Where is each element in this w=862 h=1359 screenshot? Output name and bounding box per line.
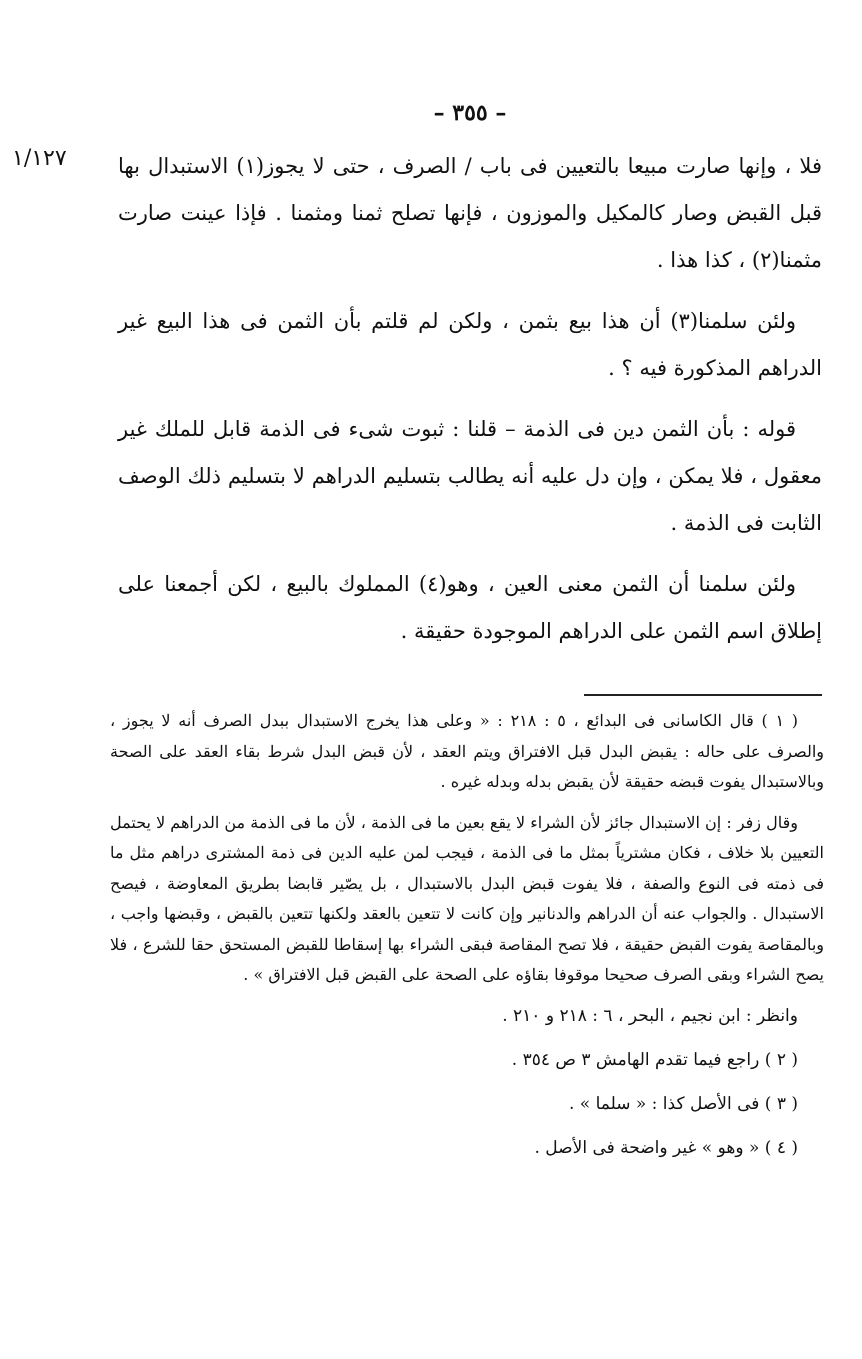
main-paragraph-3: قوله : بأن الثمن دين فى الذمة – قلنا : ثبوت شىء فى الذمة قابل للملك غير معقول ، فلا يمكن ، وإن دل عليه أنه يطالب بتسليم الدراهم لا بتسليم ذلك الوصف الثابت فى الذمة . bbox=[118, 417, 822, 535]
footnote-1-see-also: وانظر : ابن نجيم ، البحر ، ٦ : ٢١٨ و ٢١٠ . bbox=[502, 1005, 798, 1026]
main-paragraph-1: فلا ، وإنها صارت مبيعا بالتعيين فى باب / الصرف ، حتى لا يجوز(١) الاستبدال بها قبل القبض وصار كالمكيل والموزون ، فإنها تصلح ثمنا ومثمنا . فإذا عينت صارت مثمنا(٢) ، كذا هذا . bbox=[118, 154, 822, 272]
footnote-1-continued: وقال زفر : إن الاستبدال جائز لأن الشراء لا يقع بعين ما فى الذمة ، لأن ما فى الذمة من الدراهم لا يحتمل التعيين بلا خلاف ، فكان مشترياً بمثل ما فى الذمة ، فيجب لمن عليه الدين فى ذمة المشترى دراهم مثل ما فى ذمته فى النوع والصفة ، فلا يفوت قبض البدل بالاستبدال ، بل يصّير قابضا بطريق المعاوضة ، فيصح الاستبدال . والجواب عنه أن الدراهم والدنانير وإن كانت لا تتعين بالعقد ولكنها تتعين بالقبض ، وقبضها واجب ، وبالمقاصة يفوت القبض حقيقة ، فلا تصح المقاصة فبقى الشراء بها إسقاطا للقبض المستحق حقا للشرع ، فلا يصح الشراء وبقى الصرف صحيحا موقوفا بقاؤه على الصحة على القبض قبل الافتراق » . bbox=[110, 812, 824, 984]
footnote-3: ( ٣ ) فى الأصل كذا : « سلما » . bbox=[568, 1093, 798, 1114]
footnote-4: ( ٤ ) « وهو » غير واضحة فى الأصل . bbox=[534, 1137, 798, 1158]
main-text bbox=[118, 143, 822, 669]
main-paragraph-2: ولئن سلمنا(٣) أن هذا بيع بثمن ، ولكن لم قلتم بأن الثمن فى هذا البيع غير الدراهم المذكورة فيه ؟ . bbox=[118, 309, 822, 380]
footnote-separator bbox=[584, 694, 822, 696]
footnote-2: ( ٢ ) راجع فيما تقدم الهامش ٣ ص ٣٥٤ . bbox=[511, 1049, 798, 1070]
margin-folio-reference: ١/١٢٧ bbox=[12, 146, 67, 171]
page-number: – ٣٥٥ – bbox=[433, 100, 507, 126]
footnote-1: ( ١ ) قال الكاسانى فى البدائع ، ٥ : ٢١٨ : « وعلى هذا يخرج الاستبدال ببدل الصرف أنه لا يجوز ، والصرف على حاله : يقبض البدل قبل الافتراق ويتم العقد ، لأن قبض البدل شرط بقاء العقد على الصحة وبالاستبدال يفوت قبضه حقيقة لأن يقبض بدله وبدله غيره . bbox=[110, 711, 824, 791]
main-paragraph-4: ولئن سلمنا أن الثمن معنى العين ، وهو(٤) المملوك بالبيع ، لكن أجمعنا على إطلاق اسم الثمن على الدراهم الموجودة حقيقة . bbox=[118, 572, 822, 643]
footnotes bbox=[110, 706, 824, 1177]
